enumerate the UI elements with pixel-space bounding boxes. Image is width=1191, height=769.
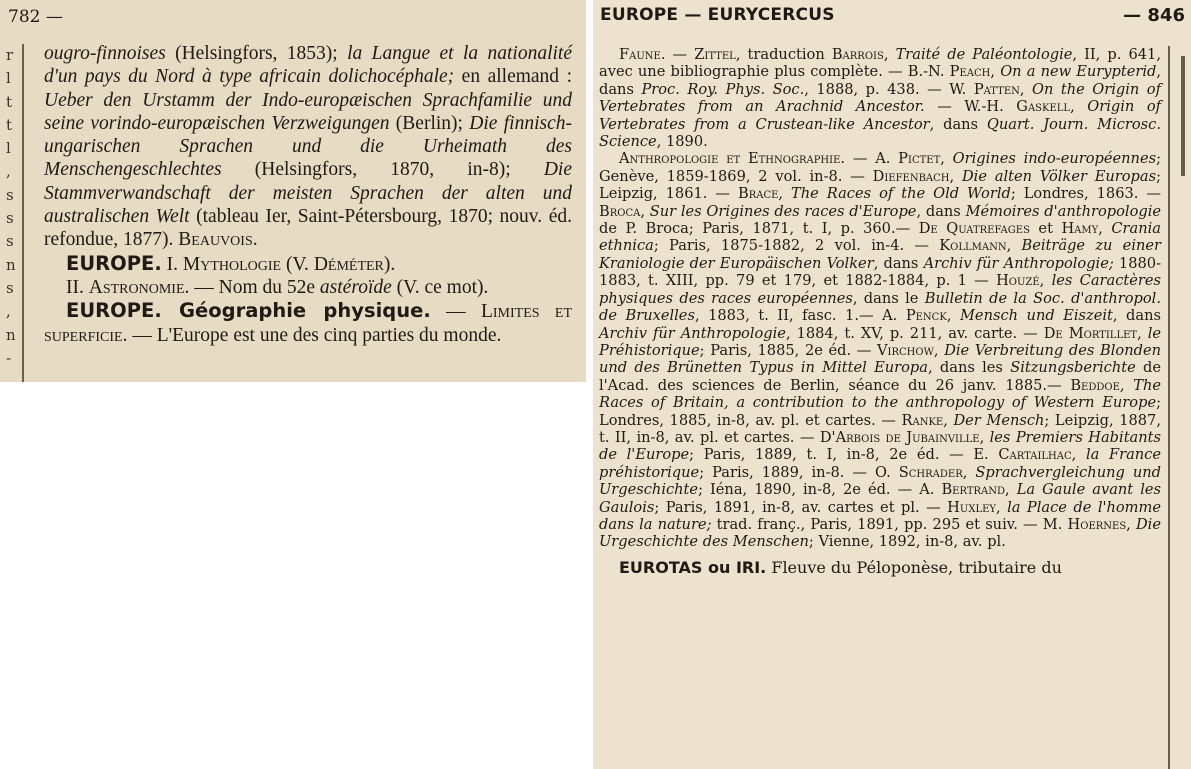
margin-letter: t	[6, 115, 13, 134]
text-run: Sitzungsberichte	[1010, 359, 1136, 377]
text-run: , dans	[916, 202, 966, 220]
text-run: Kollmann	[939, 237, 1007, 255]
text-run: ).	[383, 253, 396, 275]
text-run: Mémoires d'anthropologie	[965, 202, 1162, 220]
text-run: ,	[1070, 98, 1088, 116]
left-margin-letters	[6, 44, 18, 370]
margin-letter: s	[6, 278, 14, 297]
text-run: ,	[946, 307, 960, 325]
text-run: ; Vienne, 1892, in-8, av. pl.	[808, 533, 1006, 551]
margin-letter: ,	[6, 162, 11, 181]
text-run: (V.	[281, 253, 314, 275]
text-run: ,	[940, 150, 953, 168]
text-run: Mensch und Eiszeit	[959, 307, 1113, 325]
text-run: ; Paris, 1891, in-8, av. cartes et pl. —	[654, 498, 948, 516]
text-run: The Races of the Old World	[791, 185, 1011, 203]
margin-letter: l	[6, 69, 11, 88]
text-run: Brace	[737, 185, 779, 203]
right-page-header	[600, 5, 1185, 33]
text-run: Archiv für Anthropologie;	[923, 254, 1114, 272]
text-run: (tableau Ier, Saint-Pétersbourg, 1870; nouv. éd. refondue, 1877).	[44, 206, 572, 251]
text-run: 1880-1883, t. XIII, pp. 79 et 179, et 1882-1884, p. 1 —	[599, 254, 1162, 290]
text-run: (Berlin);	[389, 112, 470, 134]
text-run: en allemand :	[454, 66, 572, 88]
text-run: trad. franç., Paris, 1891, pp. 295 et suiv. — M.	[711, 515, 1068, 533]
text-run: — A.	[845, 150, 899, 168]
text-run: Arbois de Jubainville	[835, 428, 980, 446]
text-run: Bertrand	[941, 481, 1006, 499]
paragraph-europe-astronomie	[44, 276, 572, 299]
text-run: Proc. Roy. Phys. Soc.	[641, 80, 805, 98]
text-run: ; Londres, 1863. —	[1010, 185, 1161, 203]
text-run: Zittel	[694, 46, 736, 63]
text-run: de P. Broca; Paris, 1871, t. I, p. 360.—	[599, 220, 919, 238]
text-run: Ueber den Urstamm der Indo-europæischen Sprachfamilie und seine vorindo-europæischen Verzweigungen	[44, 89, 572, 134]
text-run: Die alten Völker Europas	[961, 167, 1157, 185]
text-run: la France préhistorique	[599, 446, 1161, 481]
text-run: Astronomie.	[88, 276, 190, 298]
text-run: et	[1029, 220, 1062, 238]
margin-letter: n	[6, 325, 16, 344]
text-run: ; Leipzig, 1861. —	[599, 167, 1161, 203]
text-run: ,	[1039, 272, 1052, 290]
text-run: , dans	[929, 115, 987, 133]
text-run: Virchow	[877, 341, 934, 359]
margin-letter: s	[6, 185, 14, 204]
text-run: (V. ce mot).	[391, 276, 489, 298]
text-run: De Mortillet	[1043, 324, 1138, 342]
text-run: Déméter	[313, 253, 384, 275]
text-run: ,	[949, 167, 962, 185]
text-run: la Place de l'homme dans la nature;	[599, 498, 1161, 533]
text-run: ; Iéna, 1890, in-8, 2e éd. — A.	[698, 481, 942, 499]
text-run: ; Paris, 1889, t. I, in-8, 2e éd. — E.	[689, 446, 999, 464]
text-run: Beddoe	[1070, 376, 1120, 394]
margin-letter: l	[6, 139, 11, 158]
text-run: ,	[1119, 376, 1134, 394]
text-run: La Gaule avant les Gaulois	[599, 481, 1161, 516]
text-run: Anthropologie et Ethnographie.	[619, 150, 846, 168]
left-page-header	[8, 7, 578, 33]
text-run: Pictet	[898, 150, 941, 168]
text-run: Hoernes	[1067, 515, 1127, 533]
text-run: On the Origin of Vertebrates from an Arachnid Ancestor.	[599, 80, 1161, 116]
text-run: ,	[943, 411, 954, 429]
text-run: EUROTAS ou IRI.	[619, 557, 767, 577]
text-run: Origin of Vertebrates from a Crustean-like Ancestor	[599, 98, 1162, 133]
text-run: , II, p. 641, avec une bibliographie plus complète. — B.-N.	[599, 46, 1161, 81]
running-title: EUROPE — EURYCERCUS	[600, 5, 835, 25]
text-run: , 1884, t. XV, p. 211, av. carte. —	[785, 324, 1044, 342]
text-run: Fleuve du Péloponèse, tributaire du	[766, 557, 1062, 577]
text-run: ,	[1006, 237, 1022, 255]
text-run: , dans le	[852, 289, 925, 307]
text-run: Cartailhac	[998, 446, 1072, 464]
text-run: , dans	[873, 254, 924, 272]
text-run: , dans	[599, 63, 1161, 98]
text-run: I.	[161, 253, 183, 275]
text-run: II.	[66, 276, 89, 298]
text-run: De Quatrefages	[918, 220, 1030, 238]
text-run: ,	[1005, 481, 1017, 499]
text-run: ; Paris, 1885, 2e éd. —	[699, 341, 878, 359]
text-run: ,	[990, 63, 1001, 81]
text-run: Beiträge zu einer Kraniologie der Europäischen Volker	[599, 237, 1162, 272]
text-run: Patten	[973, 80, 1020, 98]
paragraph-faune	[599, 46, 1161, 150]
text-run: les Caractères physiques des races européennes	[599, 272, 1161, 307]
text-run: ; Paris, 1889, in-8. — O.	[699, 463, 899, 481]
text-run: On a new Eurypterid	[1000, 63, 1157, 81]
text-run: Broca	[599, 202, 641, 220]
text-run: ,	[1071, 446, 1086, 464]
text-run: (Helsingfors, 1853);	[165, 43, 348, 64]
text-run: EUROPE.	[66, 251, 162, 275]
text-run: ; Genève, 1859-1869, 2 vol. in-8. —	[599, 150, 1161, 185]
paragraph-anthropologie	[599, 150, 1161, 550]
text-run: Schrader	[898, 463, 963, 481]
text-run: ; Paris, 1875-1882, 2 vol. in-4. —	[653, 237, 940, 255]
margin-letter: -	[6, 348, 12, 367]
paragraph-europe-geographie	[44, 299, 572, 347]
text-run: Origines indo-européennes	[952, 150, 1157, 168]
text-run: —	[430, 301, 481, 323]
text-run: , 1883, t. II, fasc. 1.— A.	[694, 307, 906, 325]
text-run: Archiv für Anthropologie	[599, 324, 786, 342]
paragraph-europe-mythologie	[44, 252, 572, 276]
text-run: ,	[640, 202, 650, 220]
left-page-scan	[0, 0, 586, 382]
text-run: de l'Acad. des sciences de Berlin, séance du 26 janv. 1885.—	[599, 359, 1162, 394]
text-run: ,	[1098, 220, 1112, 238]
text-run: Limites et superficie.	[44, 301, 573, 346]
text-run: , 1890.	[656, 133, 708, 151]
text-run: ,	[979, 428, 990, 446]
text-run: — W.-H.	[924, 98, 1017, 116]
text-run: Die finnisch-ungarischen Sprachen und die Urheimath des Menschengeschlechtes	[44, 112, 572, 181]
text-run: , traduction	[735, 46, 832, 63]
margin-letter: s	[6, 232, 14, 251]
text-run: (Helsingfors, 1870, in-8);	[221, 159, 544, 181]
text-run: Bulletin de la Soc. d'anthropol. de Bruxelles	[599, 289, 1161, 325]
text-run: ougro-finnoises	[44, 43, 166, 64]
right-column-rule	[1168, 46, 1170, 769]
text-run: Sprachvergleichung und Urgeschichte	[599, 463, 1161, 499]
text-run: — Nom du 52e	[189, 276, 320, 298]
text-run: la Langue et la nationalité d'un pays du Nord à type africain dolichocéphale;	[44, 43, 572, 88]
margin-letter: t	[6, 92, 13, 111]
text-run: ,	[1126, 515, 1136, 533]
text-run: Gaskell	[1016, 98, 1071, 116]
text-run: ; Londres, 1885, in-8, av. pl. et cartes. —	[599, 394, 1161, 429]
paragraph-eurotas	[599, 559, 1161, 576]
text-run: ,	[933, 341, 945, 359]
text-run: Crania ethnica	[599, 220, 1162, 255]
text-run: — L'Europe est une des cinq parties du monde.	[127, 324, 502, 346]
text-run: The Races of Britain, a contribution to the anthropology of Western Europe	[599, 376, 1162, 412]
text-run: Die Urgeschichte des Menschen	[599, 515, 1161, 551]
text-run: Huxley	[947, 498, 996, 516]
left-page-number: 782 —	[8, 7, 63, 27]
text-run: Beauvois.	[178, 229, 258, 251]
left-page-text	[44, 42, 572, 347]
text-run: Die Verbreitung des Blonden und des Brünetten Typus in Mittel Europa	[599, 341, 1161, 377]
text-run: , dans	[1112, 307, 1161, 325]
text-run: ,	[1019, 80, 1033, 98]
text-run: Diefenbach	[872, 167, 950, 185]
text-run: ; Leipzig, 1887, t. II, in-8, av. pl. et cartes. — D'	[599, 411, 1161, 446]
text-run: ,	[883, 46, 896, 63]
text-run: Sur les Origines des races d'Europe	[649, 202, 917, 220]
margin-letter: s	[6, 209, 14, 228]
text-run: le Préhistorique	[599, 324, 1162, 359]
text-run: EUROPE. Géographie physique.	[66, 299, 431, 323]
right-page-scan	[593, 0, 1191, 769]
text-run: Ranke	[901, 411, 944, 429]
text-run: ,	[996, 498, 1008, 516]
text-run: , dans les	[927, 359, 1011, 377]
text-run: Barrois	[831, 46, 884, 63]
margin-letter: n	[6, 255, 16, 274]
text-run: —	[665, 46, 695, 63]
text-run: , 1888, p. 438. — W.	[804, 80, 974, 98]
text-run: Der Mensch	[953, 411, 1045, 429]
left-column-rule	[22, 44, 24, 382]
text-run: astéroïde	[319, 276, 392, 298]
text-run: ,	[1137, 324, 1148, 342]
right-page-number: — 846	[1123, 5, 1185, 26]
margin-letter: ,	[6, 302, 11, 321]
text-run: Houzé	[996, 272, 1040, 290]
margin-letter: r	[6, 46, 14, 64]
text-run: Die Stammverwandschaft der meisten Sprachen der alten und australischen Welt	[44, 159, 572, 228]
text-run: Mythologie	[182, 253, 282, 275]
text-run: Hamy	[1061, 220, 1099, 238]
text-run: Faune.	[619, 46, 666, 63]
right-page-text	[599, 46, 1161, 576]
paragraph-continuation	[44, 42, 572, 252]
text-run: ,	[778, 185, 792, 203]
right-edge-mark	[1181, 56, 1185, 176]
text-run: Penck	[905, 307, 947, 325]
text-run: ,	[962, 463, 976, 481]
text-run: les Premiers Habitants de l'Europe	[599, 428, 1162, 464]
text-run: Quart. Journ. Microsc. Science	[599, 115, 1161, 151]
text-run: Peach	[949, 63, 991, 81]
text-run: Traité de Paléontologie	[895, 46, 1073, 63]
